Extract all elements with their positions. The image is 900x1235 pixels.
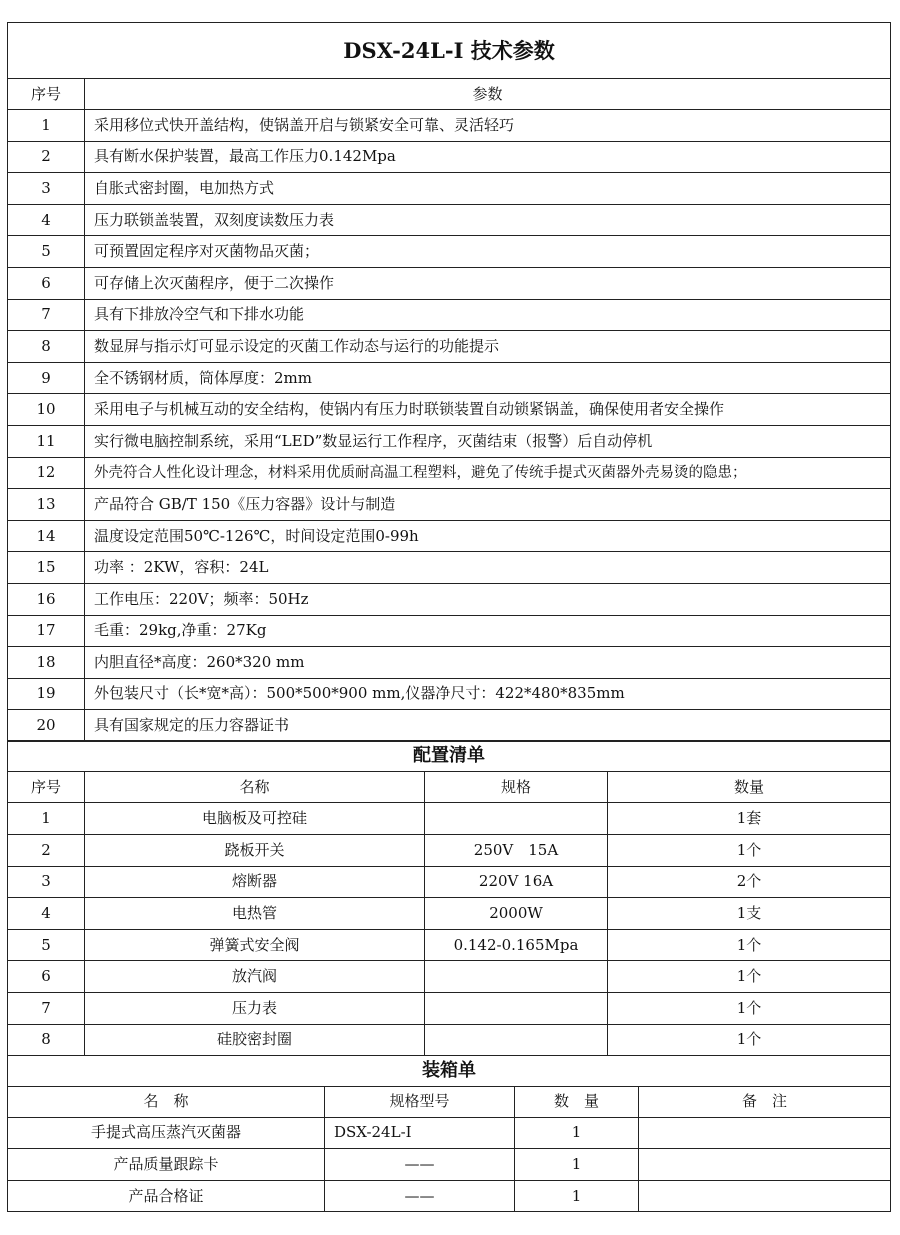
table-row: [8, 678, 891, 710]
table-row: [8, 552, 891, 584]
item-qty: 1个: [608, 961, 891, 993]
row-number: 2: [8, 834, 85, 866]
table-row: [8, 394, 891, 426]
table-row: [8, 615, 891, 647]
table-row: [8, 173, 891, 205]
row-number: 13: [8, 489, 85, 521]
packing-header-qty: 数 量: [515, 1086, 639, 1117]
config-title: 配置清单: [8, 741, 891, 772]
param-text: 内胆直径*高度：260*320 mm: [85, 647, 891, 679]
row-number: 12: [8, 457, 85, 489]
item-spec: [425, 992, 608, 1024]
packing-header-name: 名 称: [8, 1086, 325, 1117]
header-param: 参数: [85, 79, 891, 110]
table-row: [8, 236, 891, 268]
pack-note: [639, 1117, 891, 1149]
row-number: 2: [8, 141, 85, 173]
row-number: 1: [8, 110, 85, 142]
config-table: [7, 740, 891, 1056]
pack-note: [639, 1149, 891, 1181]
table-row: [8, 1024, 891, 1056]
row-number: 14: [8, 520, 85, 552]
tech-title-row: [8, 23, 891, 79]
pack-qty: 1: [515, 1117, 639, 1149]
param-text: 可预置固定程序对灭菌物品灭菌；: [85, 236, 891, 268]
param-text: 毛重：29kg,净重：27Kg: [85, 615, 891, 647]
tech-title: DSX-24L-I 技术参数: [8, 23, 891, 79]
pack-qty: 1: [515, 1180, 639, 1212]
item-spec: [425, 1024, 608, 1056]
config-header-qty: 数量: [608, 772, 891, 803]
pack-model: DSX-24L-I: [325, 1117, 515, 1149]
tech-params-table: [7, 22, 891, 742]
row-number: 5: [8, 929, 85, 961]
item-qty: 1个: [608, 992, 891, 1024]
item-qty: 1套: [608, 803, 891, 835]
pack-note: [639, 1180, 891, 1212]
param-text: 具有国家规定的压力容器证书: [85, 710, 891, 742]
table-row: [8, 141, 891, 173]
item-spec: [425, 961, 608, 993]
param-text: 外壳符合人性化设计理念，材料采用优质耐高温工程塑料，避免了传统手提式灭菌器外壳易烫的隐患；: [85, 457, 891, 489]
row-number: 3: [8, 866, 85, 898]
item-spec: 250V 15A: [425, 834, 608, 866]
table-row: [8, 898, 891, 930]
param-text: 采用移位式快开盖结构，使锅盖开启与锁紧安全可靠、灵活轻巧: [85, 110, 891, 142]
item-name: 放汽阀: [85, 961, 425, 993]
table-row: [8, 204, 891, 236]
param-text: 外包装尺寸（长*宽*高）：500*500*900 mm,仪器净尺寸：422*480*835mm: [85, 678, 891, 710]
pack-name: 手提式高压蒸汽灭菌器: [8, 1117, 325, 1149]
table-row: [8, 489, 891, 521]
row-number: 19: [8, 678, 85, 710]
param-text: 可存储上次灭菌程序，便于二次操作: [85, 267, 891, 299]
row-number: 20: [8, 710, 85, 742]
table-row: [8, 647, 891, 679]
table-row: [8, 1149, 891, 1181]
item-qty: 2个: [608, 866, 891, 898]
table-row: [8, 362, 891, 394]
table-row: [8, 331, 891, 363]
table-row: [8, 710, 891, 742]
row-number: 3: [8, 173, 85, 205]
row-number: 6: [8, 961, 85, 993]
item-name: 熔断器: [85, 866, 425, 898]
item-name: 电热管: [85, 898, 425, 930]
table-row: [8, 992, 891, 1024]
row-number: 17: [8, 615, 85, 647]
table-row: [8, 1180, 891, 1212]
table-row: [8, 1117, 891, 1149]
packing-header-model: 规格型号: [325, 1086, 515, 1117]
item-name: 电脑板及可控硅: [85, 803, 425, 835]
row-number: 10: [8, 394, 85, 426]
table-row: [8, 110, 891, 142]
spec-sheet: [7, 22, 890, 1212]
row-number: 7: [8, 992, 85, 1024]
config-header-no: 序号: [8, 772, 85, 803]
row-number: 18: [8, 647, 85, 679]
row-number: 9: [8, 362, 85, 394]
row-number: 8: [8, 331, 85, 363]
row-number: 8: [8, 1024, 85, 1056]
row-number: 7: [8, 299, 85, 331]
param-text: 采用电子与机械互动的安全结构，使锅内有压力时联锁装置自动锁紧锅盖，确保使用者安全操作: [85, 394, 891, 426]
table-row: [8, 803, 891, 835]
table-row: [8, 520, 891, 552]
item-qty: 1支: [608, 898, 891, 930]
param-text: 数显屏与指示灯可显示设定的灭菌工作动态与运行的功能提示: [85, 331, 891, 363]
table-row: [8, 834, 891, 866]
config-header-name: 名称: [85, 772, 425, 803]
pack-model: ——: [325, 1149, 515, 1181]
header-no: 序号: [8, 79, 85, 110]
param-text: 全不锈钢材质，筒体厚度：2mm: [85, 362, 891, 394]
param-text: 自胀式密封圈，电加热方式: [85, 173, 891, 205]
item-spec: [425, 803, 608, 835]
param-text: 工作电压：220V；频率：50Hz: [85, 583, 891, 615]
param-text: 产品符合 GB/T 150《压力容器》设计与制造: [85, 489, 891, 521]
row-number: 1: [8, 803, 85, 835]
pack-model: ——: [325, 1180, 515, 1212]
row-number: 4: [8, 204, 85, 236]
pack-name: 产品合格证: [8, 1180, 325, 1212]
item-qty: 1个: [608, 1024, 891, 1056]
item-name: 压力表: [85, 992, 425, 1024]
param-text: 压力联锁盖装置，双刻度读数压力表: [85, 204, 891, 236]
packing-title-row: [8, 1055, 891, 1086]
item-spec: 0.142-0.165Mpa: [425, 929, 608, 961]
tech-header-row: [8, 79, 891, 110]
item-name: 硅胶密封圈: [85, 1024, 425, 1056]
config-header-spec: 规格: [425, 772, 608, 803]
item-qty: 1个: [608, 834, 891, 866]
row-number: 5: [8, 236, 85, 268]
table-row: [8, 425, 891, 457]
packing-header-row: [8, 1086, 891, 1117]
row-number: 6: [8, 267, 85, 299]
param-text: 具有断水保护装置，最高工作压力0.142Mpa: [85, 141, 891, 173]
param-text: 温度设定范围50℃-126℃，时间设定范围0-99h: [85, 520, 891, 552]
item-spec: 220V 16A: [425, 866, 608, 898]
config-header-row: [8, 772, 891, 803]
table-row: [8, 267, 891, 299]
item-name: 跷板开关: [85, 834, 425, 866]
item-qty: 1个: [608, 929, 891, 961]
table-row: [8, 583, 891, 615]
table-row: [8, 457, 891, 489]
row-number: 11: [8, 425, 85, 457]
table-row: [8, 866, 891, 898]
pack-qty: 1: [515, 1149, 639, 1181]
param-text: 具有下排放冷空气和下排水功能: [85, 299, 891, 331]
param-text: 实行微电脑控制系统，采用“LED”数显运行工作程序，灭菌结束（报警）后自动停机: [85, 425, 891, 457]
item-name: 弹簧式安全阀: [85, 929, 425, 961]
item-spec: 2000W: [425, 898, 608, 930]
param-text: 功率 ：2KW，容积：24L: [85, 552, 891, 584]
table-row: [8, 299, 891, 331]
row-number: 4: [8, 898, 85, 930]
pack-name: 产品质量跟踪卡: [8, 1149, 325, 1181]
table-row: [8, 929, 891, 961]
table-row: [8, 961, 891, 993]
packing-title: 装箱单: [8, 1055, 891, 1086]
packing-table: [7, 1055, 891, 1213]
packing-header-note: 备 注: [639, 1086, 891, 1117]
row-number: 15: [8, 552, 85, 584]
config-title-row: [8, 741, 891, 772]
row-number: 16: [8, 583, 85, 615]
